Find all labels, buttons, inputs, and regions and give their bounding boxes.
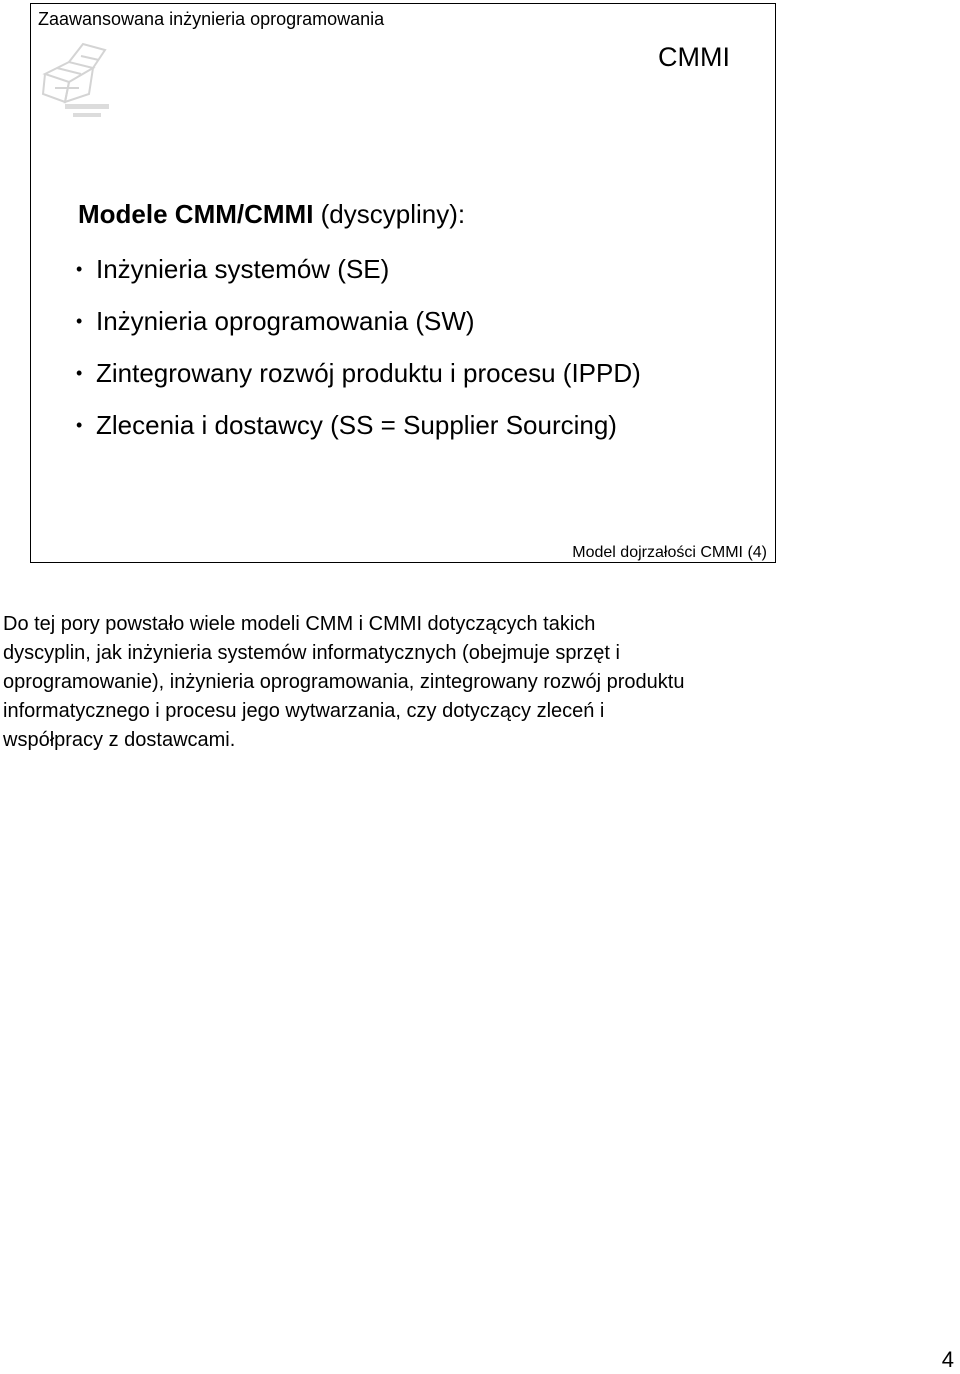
list-item [76,252,641,304]
notes-line: współpracy z dostawcami. [3,729,236,751]
notes-line: informatycznego i procesu jego wytwarzania, czy dotyczący zleceń i [3,700,605,722]
heading-bold: Modele CMM/CMMI [78,199,314,229]
bullet-icon: • [76,259,83,279]
list-item [76,304,641,356]
notes-line: oprogramowanie), inżynieria oprogramowania, zintegrowany rozwój produktu [3,671,685,693]
bullet-text: Inżynieria systemów (SE) [96,254,390,284]
bullet-list [76,252,641,460]
university-logo-icon [39,38,119,124]
bullet-icon: • [76,415,83,435]
bullet-text: Zintegrowany rozwój produktu i procesu (IPPD) [96,358,641,388]
notes-line: dyscyplin, jak inżynieria systemów informatycznych (obejmuje sprzęt i [3,642,620,664]
notes-paragraph [3,610,953,755]
slide-frame [30,3,776,563]
page-number: 4 [941,1347,954,1372]
list-item [76,408,641,460]
bullet-icon: • [76,363,83,383]
bullet-text: Zlecenia i dostawcy (SS = Supplier Sourcing) [96,410,617,440]
content-heading [78,199,465,230]
bullet-icon: • [76,311,83,331]
slide-footer: Model dojrzałości CMMI (4) [572,544,767,561]
heading-rest: (dyscypliny): [313,199,466,229]
course-header: Zaawansowana inżynieria oprogramowania [38,9,385,29]
bullet-text: Inżynieria oprogramowania (SW) [96,306,475,336]
slide-title: CMMI [658,42,730,72]
list-item [76,356,641,408]
notes-line: Do tej pory powstało wiele modeli CMM i CMMI dotyczących takich [3,613,596,635]
